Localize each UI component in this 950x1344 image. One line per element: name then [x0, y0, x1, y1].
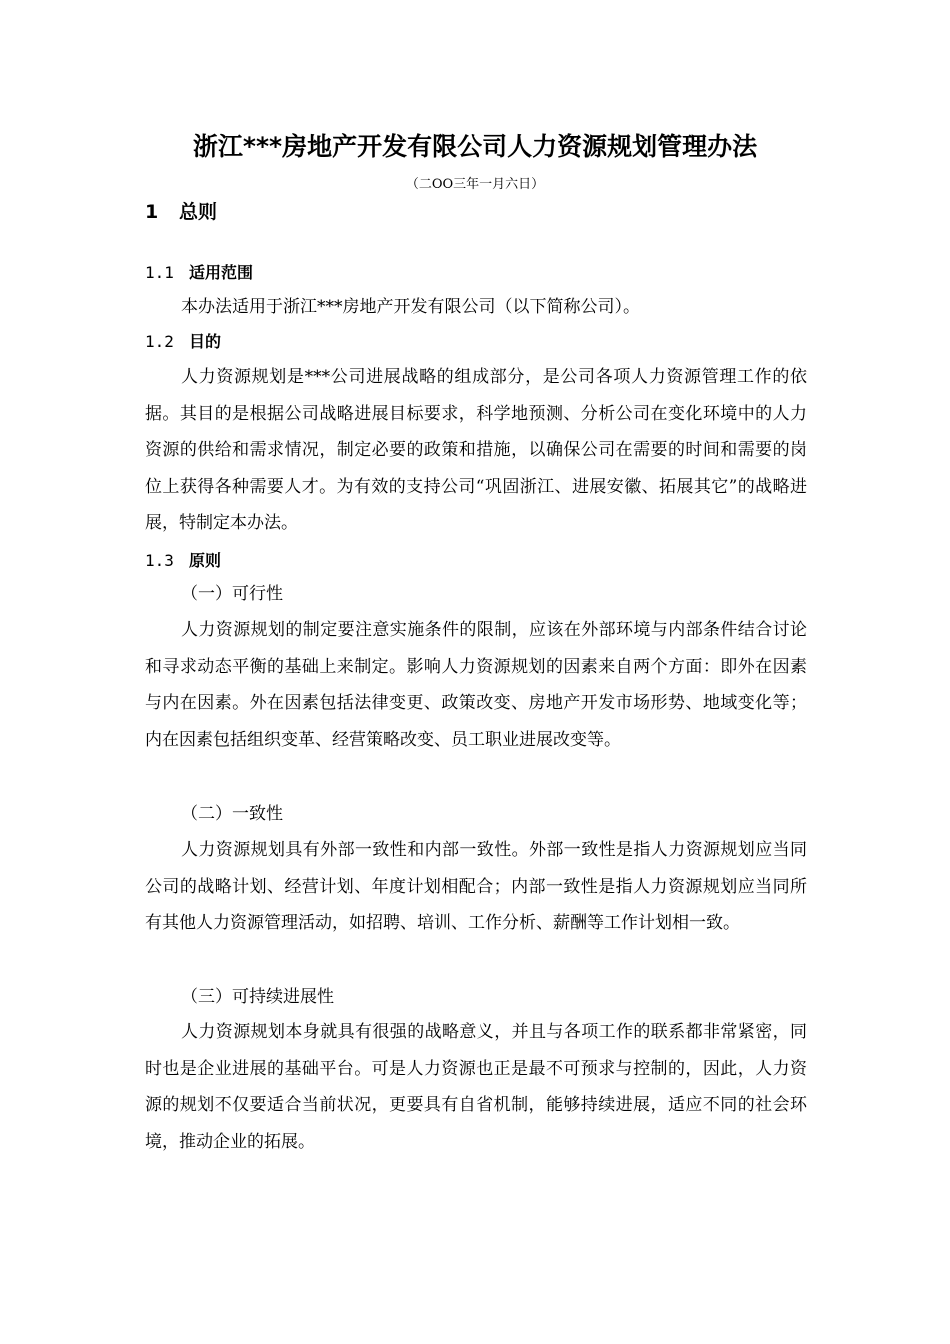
- principle-heading-consistency: （二）一致性: [181, 804, 283, 824]
- principle-paragraph-sustainability: 人力资源规划本身就具有很强的战略意义，并且与各项工作的联系都非常紧密，同时也是企业进展的基础平台。可是人力资源也正是最不可预求与控制的，因此，人力资源的规划不仅要适合当前状况，更要具有自省机制，能够持续进展，适应不同的社会环境，推动企业的拓展。: [145, 1022, 807, 1152]
- section-label: 适用范围: [189, 263, 254, 282]
- principle-paragraph-feasibility: 人力资源规划的制定要注意实施条件的限制，应该在外部环境与内部条件结合讨论和寻求动态平衡的基础上来制定。影响人力资源规划的因素来自两个方面：即外在因素与内在因素。外在因素包括法律变更、政策改变、房地产开发市场形势、地域变化等；内在因素包括组织变革、经营策略改变、员工职业进展改变等。: [145, 620, 807, 750]
- section-label: 目的: [189, 332, 222, 351]
- principle-paragraph-consistency: 人力资源规划具有外部一致性和内部一致性。外部一致性是指人力资源规划应当同公司的战略计划、经营计划、年度计划相配合；内部一致性是指人力资源规划应当同所有其他人力资源管理活动，如招聘、培训、工作分析、薪酬等工作计划相一致。: [145, 840, 807, 934]
- section-heading-purpose: [145, 330, 221, 354]
- section-heading-scope: [145, 261, 253, 285]
- scope-paragraph: 本办法适用于浙江***房地产开发有限公司（以下简称公司）。: [181, 297, 640, 317]
- section-number: 1.3: [145, 551, 174, 570]
- purpose-paragraph: 人力资源规划是***公司进展战略的组成部分，是公司各项人力资源管理工作的依据。其目的是根据公司战略进展目标要求，科学地预测、分析公司在变化环境中的人力资源的供给和需求情况，制定必要的政策和措施，以确保公司在需要的时间和需要的岗位上获得各种需要人才。为有效的支持公司“巩固浙江、进展安徽、拓展其它”的战略进展，特制定本办法。: [145, 367, 807, 534]
- chapter-heading: [145, 198, 217, 226]
- document-title: 浙江***房地产开发有限公司人力资源规划管理办法: [192, 132, 758, 161]
- chapter-label: 总则: [179, 201, 218, 223]
- section-heading-principles: [145, 549, 221, 573]
- principle-heading-sustainability: （三）可持续进展性: [181, 987, 334, 1007]
- chapter-number: 1: [145, 201, 159, 223]
- section-number: 1.1: [145, 263, 174, 282]
- section-number: 1.2: [145, 332, 174, 351]
- principle-heading-feasibility: （一）可行性: [181, 584, 283, 604]
- section-label: 原则: [189, 551, 222, 570]
- document-date: （二OO三年一月六日）: [405, 177, 545, 192]
